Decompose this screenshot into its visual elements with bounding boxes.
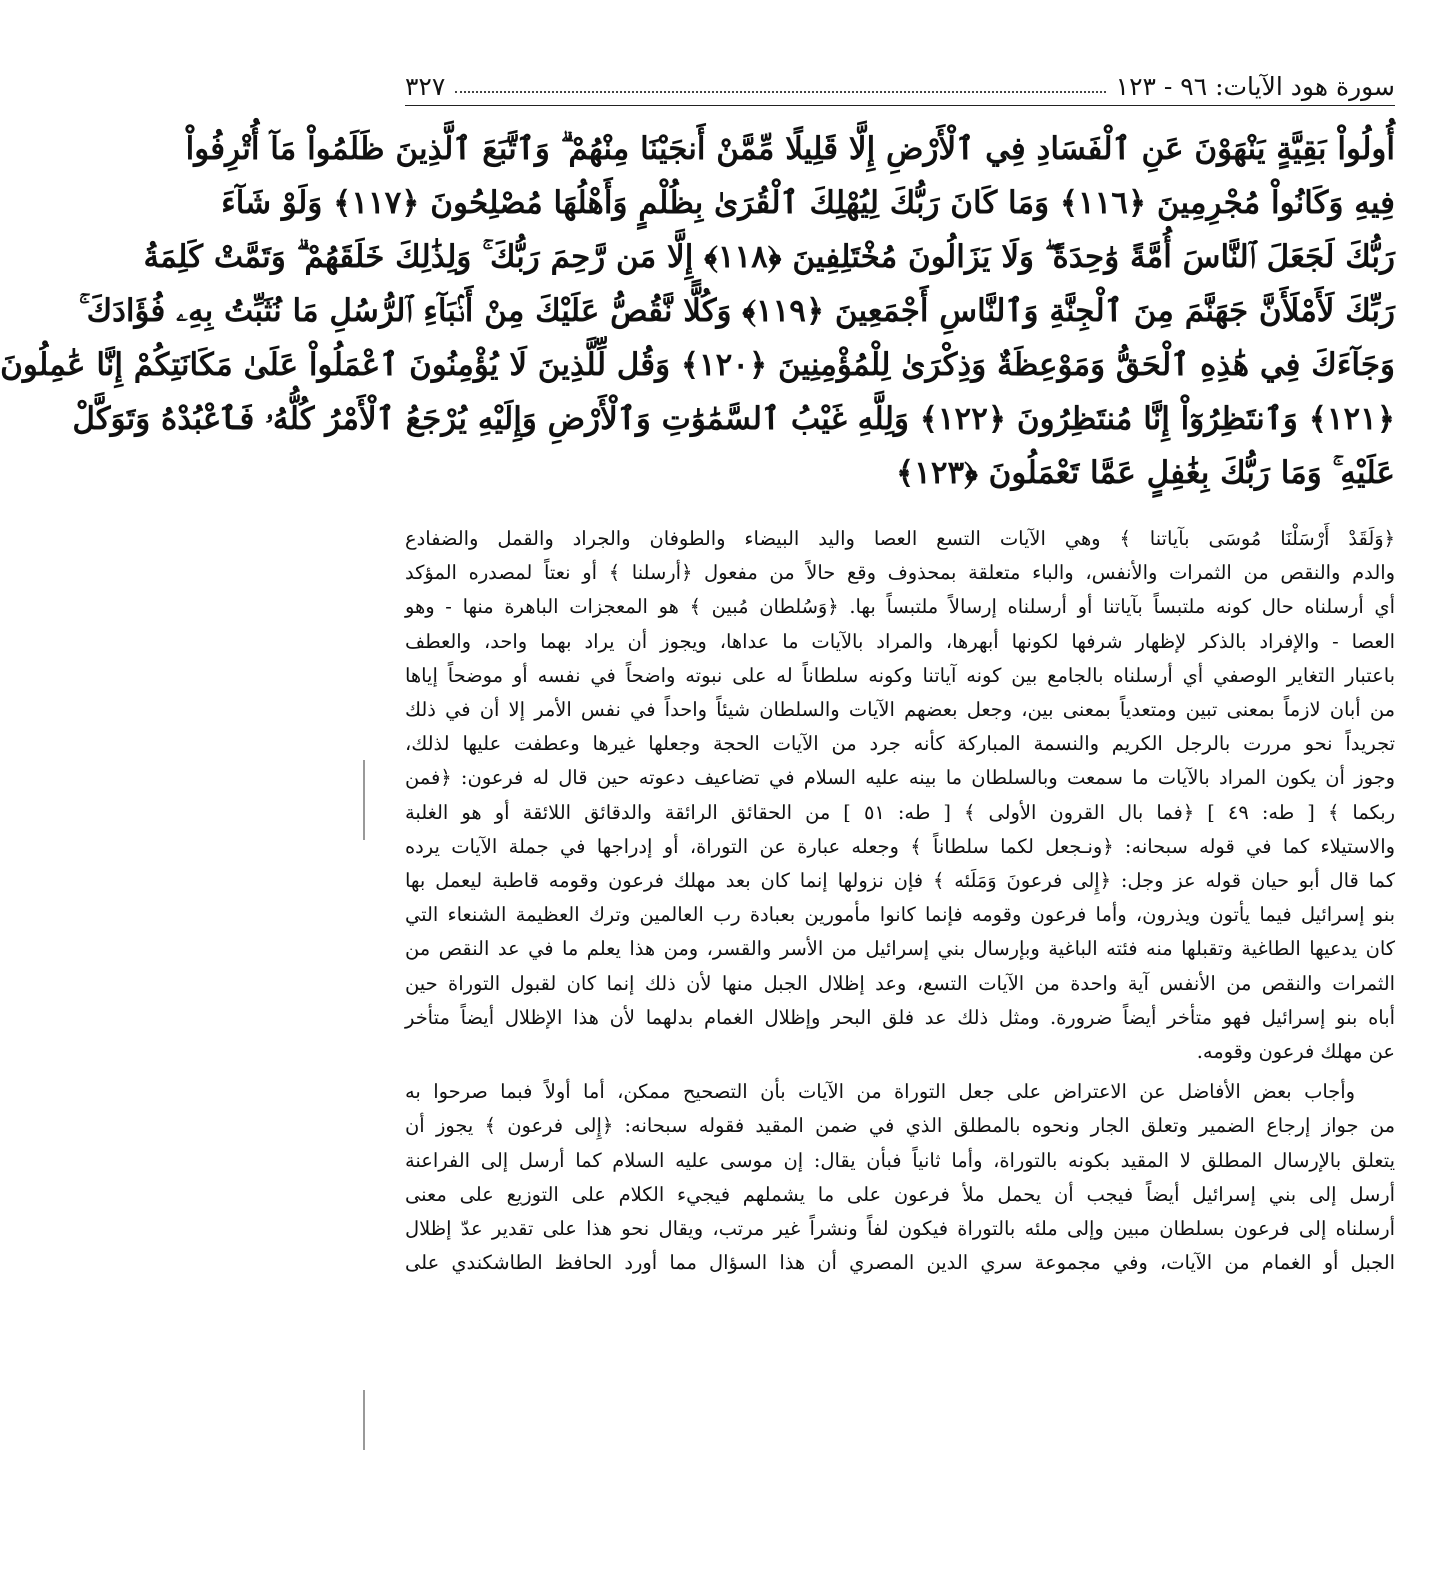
- commentary-line: بنو إسرائيل فيما يأتون ويذرون، وأما فرعون وقومه فإنما كانوا مأمورين بعبادة رب العالمين وترك العظيمة الشنعاء التي: [405, 903, 1395, 927]
- commentary-line: وجوز أن يكون المراد بالآيات ما سمعت وبالسلطان ما بينه عليه السلام في تضاعيف دعوته حين قال له فرعون: ﴿فمن: [405, 766, 1395, 790]
- commentary-line: والاستيلاء كما في قوله سبحانه: ﴿ونـجعل لكما سلطاناً ﴾ وجعله عبارة عن التوراة، أو إدراجها في جملة الآيات يرده: [405, 834, 1395, 858]
- page-number: ٣٢٧: [405, 72, 446, 101]
- commentary-line: كان يدعيها الطاغية وتقبلها منه فئته الباغية وبإرسال بني إسرائيل من الأسر والقسر، ومن هذا يعلم ما في عد النقص من: [405, 937, 1395, 961]
- commentary-line: عن مهلك فرعون وقومه.: [1196, 1040, 1395, 1064]
- quran-line: رَبِّكَ لَأَمْلَأَنَّ جَهَنَّمَ مِنَ ٱلْجِنَّةِ وَٱلنَّاسِ أَجْمَعِينَ ﴿١١٩﴾ وَكُلًّا نَّقُصُّ عَلَيْكَ مِنْ أَنۢبَآءِ ٱلرُّسُلِ مَا نُثَبِّتُ بِهِۦ فُؤَادَكَ ۚ: [78, 293, 1395, 329]
- commentary-line: وأجاب بعض الأفاضل عن الاعتراض على جعل التوراة من الآيات بأن التصحيح ممكن، أما أولاً فبما صرحوا به: [405, 1080, 1355, 1104]
- header-title: سورة هود الآيات: ٩٦ - ١٢٣: [1115, 72, 1395, 101]
- commentary-line: من جواز إرجاع الضمير وتعلق الجار ونحوه بالمطلق الذي في ضمن المقيد فقوله سبحانه: ﴿إِلى فرعون ﴾ يجوز أن: [405, 1114, 1395, 1138]
- commentary-line: أباه بنو إسرائيل فهو متأخر أيضاً ضرورة. ومثل ذلك عد فلق البحر وإظلال الغمام بدلهما لأن هذا الإظلال أيضاً متأخر: [405, 1005, 1395, 1029]
- header-leader-dots: [455, 90, 1105, 93]
- commentary-line: ربكما ﴾ [ طه: ٤٩ ] ﴿فما بال القرون الأولى ﴾ [ طه: ٥١ ] من الحقائق الرائقة والدقائق اللائقة أو هو الغلبة: [405, 800, 1395, 824]
- quran-line: وَجَآءَكَ فِي هَٰذِهِ ٱلْحَقُّ وَمَوْعِظَةٌ وَذِكْرَىٰ لِلْمُؤْمِنِينَ ﴿١٢٠﴾ وَقُل لِّلَّذِينَ لَا يُؤْمِنُونَ ٱعْمَلُواْ عَلَىٰ مَكَانَتِكُمْ إِنَّا عَٰمِلُونَ: [0, 347, 1395, 383]
- commentary-line: أرسلناه إلى فرعون بسلطان مبين وإلى ملئه بالتوراة فيكون لفاً ونشراً غير مرتب، ويقال نحو هذا على تقدير عدّ إظلال: [405, 1217, 1395, 1241]
- commentary-line: كما قال أبو حيان قوله عز وجل: ﴿إِلى فرعونَ وَمَلَئه ﴾ فإن نزولها إنما كان بعد مهلك فرعون وقومه قاطبة ليعمل بها: [405, 869, 1395, 893]
- commentary-line: والدم والنقص من الثمرات والأنفس، والباء متعلقة بمحذوف وقع حالاً من مفعول ﴿أرسلنا ﴾ أو نعتاً لمصدره المؤكد: [405, 561, 1395, 585]
- book-page: [0, 62, 1395, 1552]
- quran-line: عَلَيْهِ ۚ وَمَا رَبُّكَ بِغَٰفِلٍ عَمَّا تَعْمَلُونَ ﴿١٢٣﴾: [896, 455, 1395, 491]
- commentary-line: باعتبار التغاير الوصفي أي أرسلناه بالجامع بين كونه آياتنا وكونه سلطاناً له على نبوته واضحاً في نفسه أو موضحاً إياها: [405, 663, 1395, 687]
- commentary-line: الجبل أو الغمام من الآيات، وفي مجموعة سري الدين المصري أن هذا السؤال مما أورد الحافظ الطاشكندي على: [405, 1251, 1395, 1275]
- commentary-line: العصا - والإفراد بالذكر لإظهار شرفها لكونها أبهرها، والمراد بالآيات ما عداها، ويجوز أن يراد بهما واحد، والعطف: [405, 629, 1395, 653]
- commentary-paragraph: [405, 522, 1395, 1069]
- commentary-block: [405, 522, 1395, 1280]
- commentary-line: ﴿وَلَقَدْ أَرْسَلْنَا مُوسَى بآياتنا ﴾ وهي الآيات التسع العصا واليد البيضاء والطوفان والجراد والقمل والضفادع: [405, 527, 1395, 550]
- commentary-line: أرسل إلى بني إسرائيل أيضاً فيجب أن يحمل ملأ فرعون على ما يشملهم فيجيء الكلام على التوزيع على معنى: [405, 1182, 1395, 1206]
- quran-line: أُولُواْ بَقِيَّةٍ يَنْهَوْنَ عَنِ ٱلْفَسَادِ فِي ٱلْأَرْضِ إِلَّا قَلِيلًا مِّمَّنْ أَنجَيْنَا مِنْهُمْ ۗ وَٱتَّبَعَ ٱلَّذِينَ ظَلَمُواْ مَآ أُتْرِفُواْ: [185, 131, 1395, 167]
- commentary-line: يتعلق بالإرسال المطلق لا المقيد بكونه بالتوراة، وأما ثانياً فبأن يقال: إن موسى عليه السلام كما أرسل إلى الفراعنة: [405, 1148, 1395, 1172]
- quran-line: رَبُّكَ لَجَعَلَ ٱلنَّاسَ أُمَّةً وَٰحِدَةً ۖ وَلَا يَزَالُونَ مُخْتَلِفِينَ ﴿١١٨﴾ إِلَّا مَن رَّحِمَ رَبُّكَ ۚ وَلِذَٰلِكَ خَلَقَهُمْ ۗ وَتَمَّتْ كَلِمَةُ: [143, 239, 1395, 275]
- quran-line: فِيهِ وَكَانُواْ مُجْرِمِينَ ﴿١١٦﴾ وَمَا كَانَ رَبُّكَ لِيُهْلِكَ ٱلْقُرَىٰ بِظُلْمٍ وَأَهْلُهَا مُصْلِحُونَ ﴿١١٧﴾ وَلَوْ شَآءَ: [221, 185, 1395, 221]
- quran-line: ﴿١٢١﴾ وَٱنتَظِرُوٓاْ إِنَّا مُنتَظِرُونَ ﴿١٢٢﴾ وَلِلَّهِ غَيْبُ ٱلسَّمَٰوَٰتِ وَٱلْأَرْضِ وَإِلَيْهِ يُرْجَعُ ٱلْأَمْرُ كُلُّهُۥ فَٱعْبُدْهُ وَتَوَكَّلْ: [72, 401, 1395, 437]
- running-header: [405, 62, 1395, 106]
- commentary-line: أي أرسلناه حال كونه ملتبساً بآياتنا أو أرسلناه إرسالاً ملتبساً بها. ﴿وَسُلطان مُبين ﴾ هو المعجزات الباهرة منها - وهو: [405, 595, 1395, 619]
- commentary-paragraph: [405, 1075, 1395, 1280]
- commentary-line: من أبان لازماً بمعنى تبين ومتعدياً بمعنى بين، وجعل بعضهم الآيات والسلطان شيئاً واحداً في نفس الأمر إلا أن في ذلك: [405, 698, 1395, 722]
- margin-mark: [363, 760, 365, 840]
- quran-text-block: [0, 122, 1395, 500]
- margin-mark: [363, 1390, 365, 1450]
- commentary-line: الثمرات والنقص من الأنفس آية واحدة من الآيات التسع، وعد إظلال الجبل منها لأن ذلك إنما كان لقبول التوراة حين: [405, 971, 1395, 995]
- commentary-line: تجريداً نحو مررت بالرجل الكريم والنسمة المباركة كأنه جرد من الآيات الحجة وجعلها غيرها وعطفت عليها لذلك،: [405, 732, 1395, 756]
